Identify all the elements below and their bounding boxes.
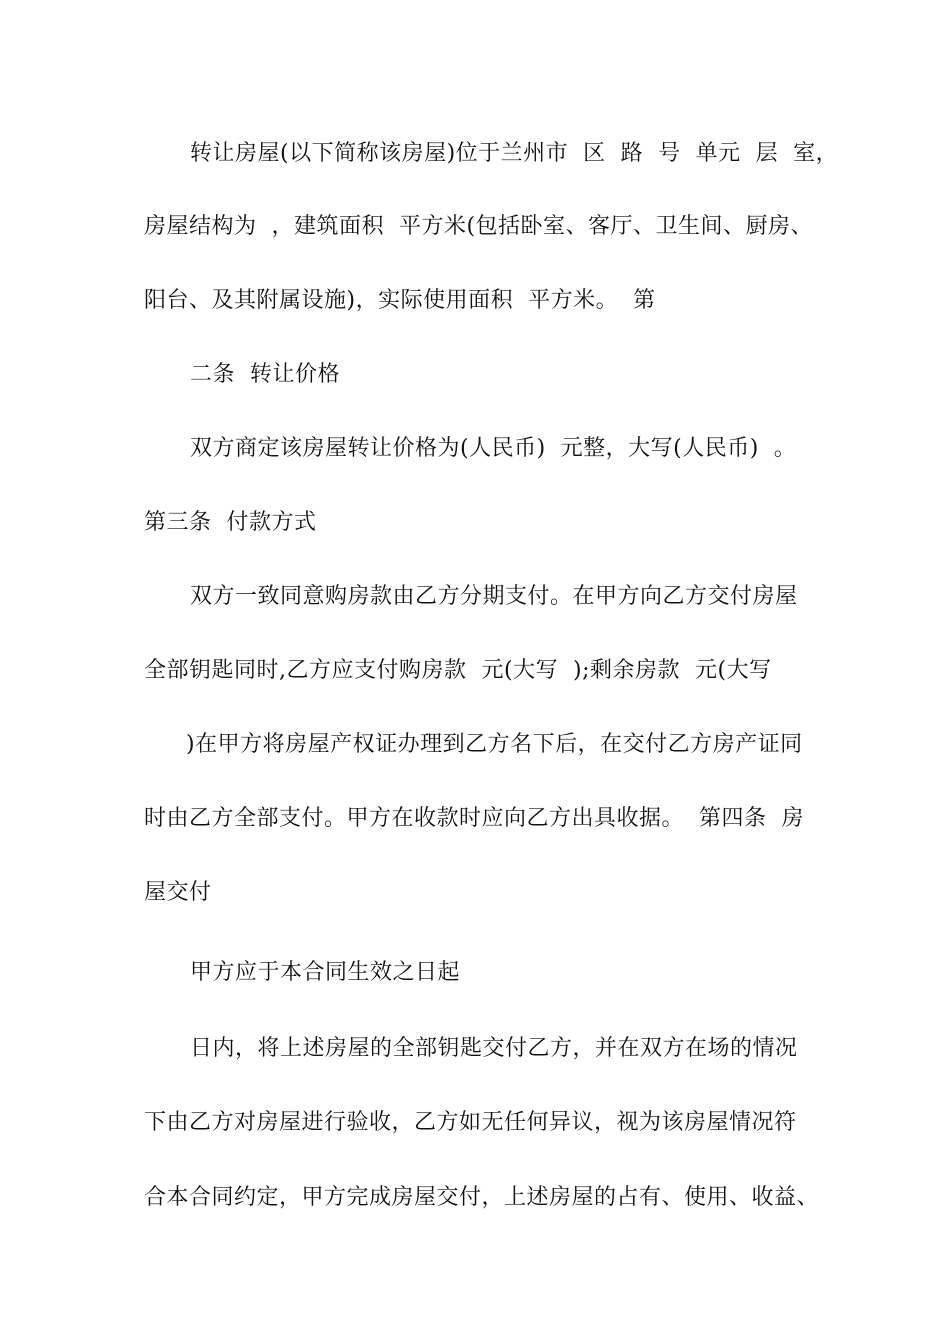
paragraph-line: 双方一致同意购房款由乙方分期支付。在甲方向乙方交付房屋 [190,584,798,609]
paragraph-line: 甲方应于本合同生效之日起 [190,960,461,985]
paragraph-line: 房屋结构为 ，建筑面积 平方米(包括卧室、客厅、卫生间、厨房、 [144,214,814,239]
paragraph-line: )在甲方将房屋产权证办理到乙方名下后，在交付乙方房产证同 [186,732,803,757]
section-heading: 二条 转让价格 [190,362,340,387]
paragraph-line: 转让房屋(以下简称该房屋)位于兰州市 区 路 号 单元 层 室， [190,141,839,166]
paragraph-line: 全部钥匙同时,乙方应支付购房款 元(大写 );剩余房款 元(大写 [144,658,772,683]
paragraph-line: 时由乙方全部支付。甲方在收款时应向乙方出具收据。 第四条 房 [144,806,804,831]
paragraph-line: 下由乙方对房屋进行验收，乙方如无任何异议，视为该房屋情况符 [144,1110,797,1135]
section-heading: 屋交付 [144,880,212,905]
section-heading: 第三条 付款方式 [144,510,317,535]
paragraph-line: 日内，将上述房屋的全部钥匙交付乙方，并在双方在场的情况 [190,1036,798,1061]
paragraph-line: 双方商定该房屋转让价格为(人民币) 元整，大写(人民币) 。 [190,436,797,461]
paragraph-line: 阳台、及其附属设施)，实际使用面积 平方米。 第 [144,288,656,313]
paragraph-line: 合本合同约定，甲方完成房屋交付，上述房屋的占有、使用、收益、 [144,1185,820,1210]
